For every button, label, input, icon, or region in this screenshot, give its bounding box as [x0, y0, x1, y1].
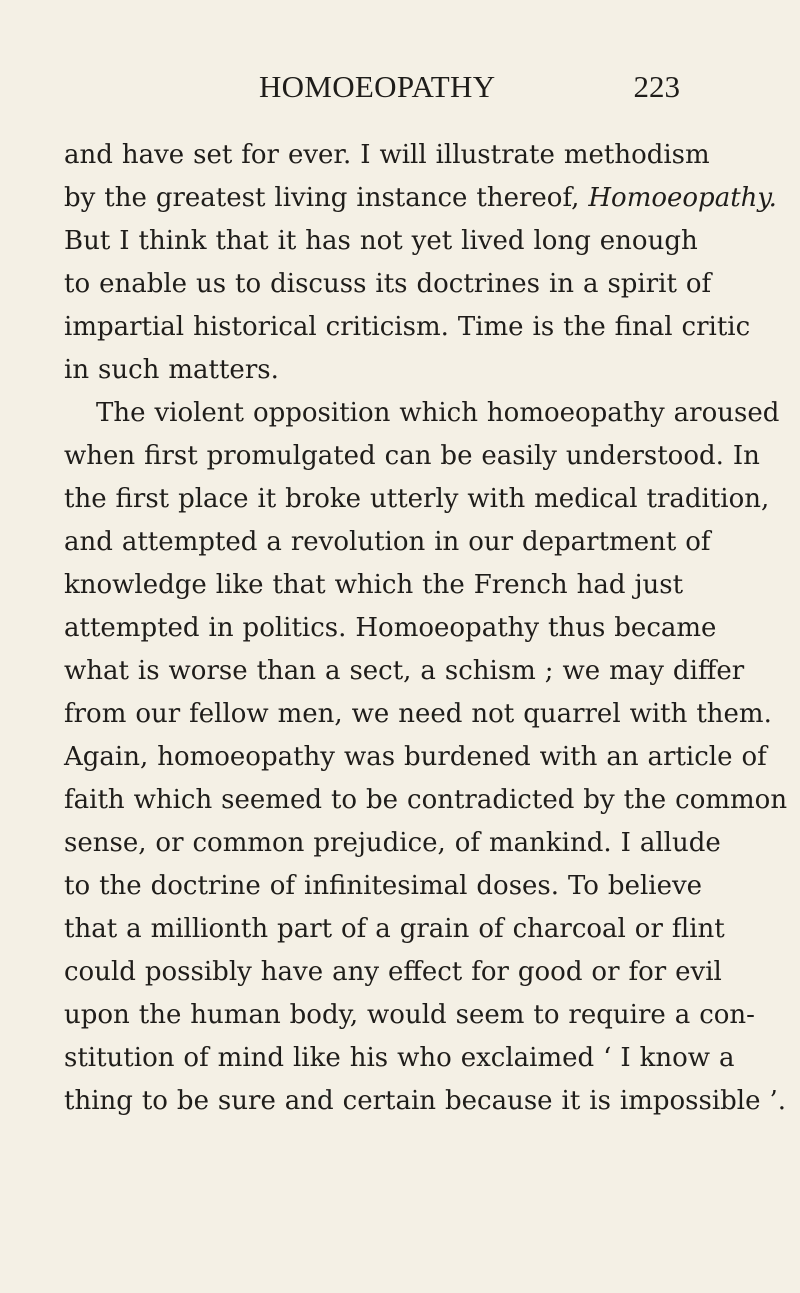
- text-line: thing to be sure and certain because it is impossible ’.: [64, 1086, 786, 1116]
- text-line: and have set for ever. I will illustrate methodism: [64, 140, 710, 170]
- text-line: could possibly have any effect for good or for evil: [64, 957, 722, 987]
- text-line: stitution of mind like his who exclaimed ‘ I know a: [64, 1043, 735, 1073]
- text-line: to the doctrine of infinitesimal doses. To believe: [64, 871, 703, 901]
- text-line: attempted in politics. Homoeopathy thus became: [64, 613, 717, 643]
- text-line: and attempted a revolution in our department of: [64, 527, 711, 557]
- italic-title: Homoeopathy.: [588, 183, 777, 213]
- text-line: Again, homoeopathy was burdened with an article of: [64, 742, 767, 772]
- text-line: faith which seemed to be contradicted by the common: [64, 785, 788, 815]
- text-line: to enable us to discuss its doctrines in a spirit of: [64, 269, 712, 299]
- text-line: impartial historical criticism. Time is the final critic: [64, 312, 751, 342]
- body-text: [64, 134, 788, 1123]
- text-line: upon the human body, would seem to require a con-: [64, 1000, 755, 1030]
- paragraph-start-line: The violent opposition which homoeopathy aroused: [96, 398, 780, 428]
- text-line: when first promulgated can be easily understood. In: [64, 441, 760, 471]
- text-line: that a millionth part of a grain of charcoal or flint: [64, 914, 725, 944]
- paragraph-end-line: in such matters.: [64, 355, 279, 385]
- text-line: knowledge like that which the French had just: [64, 570, 684, 600]
- running-title: HOMOEOPATHY: [259, 69, 496, 104]
- text-line: what is worse than a sect, a schism ; we may differ: [64, 656, 745, 686]
- text-line: from our fellow men, we need not quarrel with them.: [64, 699, 772, 729]
- text-line: sense, or common prejudice, of mankind. I allude: [64, 828, 721, 858]
- text-line-with-italic: [64, 177, 777, 220]
- text-line: the first place it broke utterly with medical tradition,: [64, 484, 770, 514]
- running-header: [64, 68, 680, 112]
- page-number: 223: [633, 69, 680, 104]
- text-line: But I think that it has not yet lived long enough: [64, 226, 698, 256]
- text-segment: by the greatest living instance thereof,: [64, 183, 580, 213]
